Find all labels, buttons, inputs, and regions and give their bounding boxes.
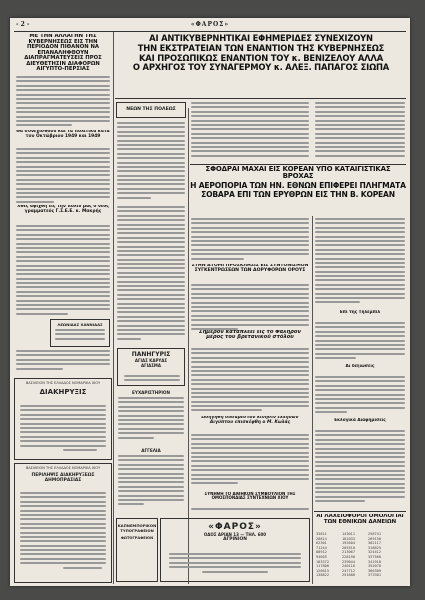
banner-rule	[115, 98, 406, 99]
article-text	[315, 376, 405, 416]
col3-subhead-3: Ωδηγήθη δυσάρεστον κίνησιν ελλήνων Αιγύπτου επισκέφθη ο Μ. Κωλάς	[201, 416, 299, 425]
article-text	[16, 225, 110, 320]
thanks-notice: ΕΥΧΑΡΙΣΤΗΡΙΟΝ	[117, 390, 185, 446]
article-text	[16, 76, 110, 128]
newspaper-page	[10, 18, 410, 586]
lottery-number: 181033	[342, 536, 355, 541]
lottery-numbers-table	[316, 532, 404, 582]
lottery-number: 35811	[316, 532, 327, 536]
lottery-number: 138822	[316, 573, 329, 578]
masthead-rule	[14, 31, 406, 32]
lottery-number: 318825	[368, 545, 381, 550]
lottery-number: 62301	[316, 541, 327, 546]
article-text	[117, 122, 185, 202]
announcement-notice: ΑΓΓΕΛΙΑ	[117, 448, 185, 514]
lottery-rule	[314, 511, 406, 512]
article-text	[16, 148, 110, 203]
lottery-number: 192604	[342, 541, 355, 546]
lottery-number: 205518	[342, 545, 355, 550]
lottery-number: 337560	[368, 554, 381, 559]
lottery-number: 228190	[342, 554, 355, 559]
article-text	[315, 102, 405, 160]
tender-notice-ad: ΒΑΣΙΛΕΙΟΝ ΤΗΣ ΕΛΛΑΔΟΣ ΝΟΜΑΡΧΙΑ ΧΙΟΥ ΔΙΑΚΗΡΥΞΙΣ	[14, 378, 112, 460]
festival-notice: ΠΑΝΗΓΥΡΙΣ ΑΓΙΑΣ ΚΑΡΥΑΣ ΑΓΙΑΣΜΑ	[117, 348, 185, 386]
printing-shop-ad: ΚΑΠΝΕΜΠΟΡΙΚΟΝ ΤΥΠΟΓΡΑΦΕΙΟΝ ΦΩΤΟΓΡΑΦΕΙΟΝ	[116, 518, 158, 582]
masthead	[10, 21, 410, 31]
column-rule	[312, 216, 313, 584]
paper-name: «ΦΑΡΟΣ»	[190, 21, 230, 28]
korea-headline: ΣΦΟΔΡΑΙ ΜΑΧΑΙ ΕΙΣ ΚΟΡΕΑΝ ΥΠΟ ΚΑΤΑΙΓΙΣΤΙΚΑΣ ΒΡΟΧΑΣ Η ΑΕΡΟΠΟΡΙΑ ΤΩΝ ΗΝ. ΕΘΝΩΝ ΕΠΙΦΕΡΕΙ ΠΛΗΓΜΑΤΑ ΣΟΒΑΡΑ ΕΠΙ ΤΩΝ ΕΡΥΘΡΩΝ ΕΙΣ ΤΗΝ Β. ΚΟΡΕΑΝ	[190, 166, 406, 199]
auction-notice-ad: ΒΑΣΙΛΕΙΟΝ ΤΗΣ ΕΛΛΑΔΟΣ ΝΟΜΑΡΧΙΑ ΧΙΟΥ ΠΕΡΙΛΗΨΙΣ ΔΙΑΚΗΡΥΞΕΩΣ ΔΗΜΟΠΡΑΣΙΑΣ	[14, 463, 112, 583]
col4-subhead-2: Αι δεξιώσεις	[345, 364, 375, 368]
lottery-number: 258741	[368, 532, 381, 536]
col1-subhead-1: Θα συνεχισθούν και τα πολιτικά κατά τον Οκτώβριον 1949 και 1949	[16, 130, 110, 139]
lottery-number: 373301	[368, 573, 381, 578]
page-number: - 2 -	[16, 21, 30, 28]
city-news-box: ΝΕΩΝ ΤΗΣ ΠΟΛΕΩΣ	[116, 102, 186, 118]
article-text	[16, 350, 110, 375]
lottery-number: 251680	[342, 573, 355, 578]
col4-subhead-1: Επί της Τηλεμπίλ	[339, 310, 381, 314]
col1-headline: ΜΕ ΤΗΝ ΑΛΛΑΓΗΝ ΤΗΣ ΚΥΒΕΡΝΗΣΕΩΣ ΕΙΣ ΤΗΝ ΠΕΡΙΟΔΟΝ ΠΙΘΑΝΟΝ ΝΑ ΕΠΑΝΑΛΗΦΘΟΥΝ ΔΙΑΠΡΑΓΜΑΤΕΥΣΕΙΣ ΠΡΟΣ ΔΙΕΥΘΕΤΗΣΙΝ ΔΙΑΦΟΡΩΝ ΑΙΓΥΠΤΟ-ΠΕΡΣΙΑΣ	[24, 34, 102, 73]
article-text	[117, 206, 185, 344]
lottery-number: 240116	[342, 564, 355, 569]
lottery-number: 239044	[342, 559, 355, 564]
lottery-number: 324412	[368, 550, 381, 555]
col3-subhead-2: Σήμερον κατάπλεει εις το Φάληρον μέρος του βρετανικού στόλου	[199, 330, 301, 341]
lottery-number: 117808	[316, 564, 329, 569]
lottery-number: 341918	[368, 559, 381, 564]
article-text	[315, 218, 405, 308]
top-banner-headline: ΑΙ ΑΝΤΙΚΥΒΕΡΝΗΤΙΚΑΙ ΕΦΗΜΕΡΙΔΕΣ ΣΥΝΕΧΙΖΟΥΝ ΤΗΝ ΕΚΣΤΡΑΤΕΙΑΝ ΤΩΝ ΕΝΑΝΤΙΟΝ ΤΗΣ ΚΥΒΕΡΝΗΣΕΩΣ ΚΑΙ ΠΡΟΣΩΠΙΚΩΣ ΕΝΑΝΤΙΟΝ ΤΟΥ κ. ΒΕΝΙΖΕΛΟΥ ΑΛΛΑ Ο ΑΡΧΗΓΟΣ ΤΟΥ ΣΥΝΑΓΕΡΜΟΥ κ. ΑΛΕΞ. ΠΑΠΑΓΟΣ ΣΙΩΠΑ	[132, 34, 390, 73]
lottery-headline: ΑΙ ΛΑΧΕΙΟΦΟΡΟΙ ΟΜΟΛΟΓΙΑΙ ΤΩΝ ΕΘΝΙΚΩΝ ΔΑΝΕΙΩΝ	[316, 514, 404, 525]
lottery-number: 247712	[342, 568, 355, 573]
lottery-number: 28814	[316, 536, 327, 541]
article-text	[191, 434, 309, 490]
lottery-number: 366309	[368, 568, 381, 573]
lottery-number: 269150	[368, 536, 381, 541]
article-text	[315, 322, 405, 362]
column-rule	[113, 32, 114, 584]
col3-subhead-1: ΣΤΗΝ ΑΤΟΜΙ ΠΡΟΣΚΛΗΣΙΣ ΕΙΣ ΣΥΝΤΟΝΙΣΜΟΝ ΣΥΓΚΕΝΤΡΩΣΕΩΝ ΤΩΝ ΔΟΡΥΦΟΡΩΝ ΟΡΟΥΣ	[191, 264, 309, 273]
lottery-number: 302117	[368, 541, 381, 546]
lottery-number: 71244	[316, 545, 327, 550]
col1-subhead-2: Χθες αφιχθη εις την πόλιν μας ο νέος γραμματεύς Γ.Σ.Ε.Ε. κ. Μακρής	[17, 205, 109, 214]
column-rule	[188, 108, 189, 584]
lottery-row	[316, 573, 404, 578]
lottery-number: 213067	[342, 550, 355, 555]
lottery-number: 103372	[316, 559, 329, 564]
lottery-number: 143011	[342, 532, 355, 536]
lottery-number: 126615	[316, 568, 329, 573]
article-text	[191, 348, 309, 414]
col4-subhead-3: Εκλογικά Διαφημίσεις	[334, 418, 386, 422]
lottery-number: 352070	[368, 564, 381, 569]
article-text	[191, 102, 309, 160]
article-text	[191, 508, 309, 516]
notice-box: ΛΕΩΝΙΔΑΣ ΧΑΝΝΙΔΑΣ	[50, 319, 110, 347]
article-text	[315, 430, 405, 508]
col3-subhead-4: ΣΥΝΗΘΗ ΤΟ ΔΙΘΗΚΟΝ ΣΥΜΒΟΥΛΙΟΝ ΤΗΣ ΟΜΟΣΠΟΝΔΙΑΣ ΣΥΝΤΕΧΝΙΩΝ ΧΙΟΥ	[204, 492, 296, 501]
faros-ad: «ΦΑΡΟΣ» ΟΔΟΣ ΑΡΙΑΝ 13 — ΤΗΛ. 600 ΑΓΡΙΝΙΟΝ	[160, 518, 310, 582]
article-text	[191, 284, 309, 330]
article-text	[191, 218, 309, 262]
mid-rule	[190, 164, 406, 165]
lottery-number: 94055	[316, 554, 327, 559]
lottery-number: 88912	[316, 550, 327, 555]
